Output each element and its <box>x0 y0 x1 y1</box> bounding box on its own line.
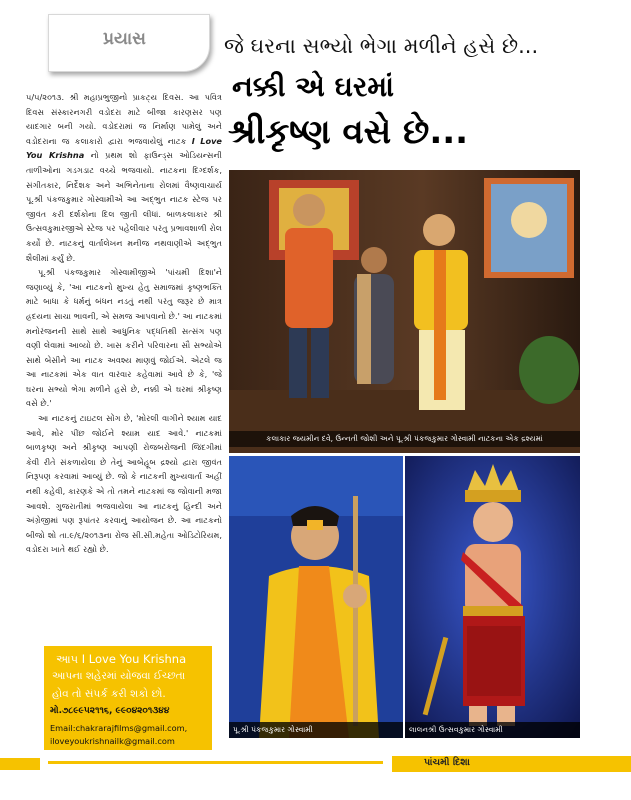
utsavkumar-caption: લાલનશ્રી ઉત્સવકુમાર ગોસ્વામી <box>405 722 580 738</box>
headline-line-1: જે ઘરના સભ્યો ભેગા મળીને હસે છે... <box>224 34 539 58</box>
section-tab <box>48 14 210 72</box>
article-paragraph-3: આ નાટકનું ટાઇટલ સોંગ છે, 'મોરલી વાગીને શ્યામ યાદ આવે, મોર પીંછ જોઈને શ્યામ યાદ આવે.' નાટકમાં બાળકૃષ્ણ અને શ્રીકૃષ્ણ આપણી રોજબરોજની જિંદગીમાં કેવી રીતે સંકળાયેલા છે તેનું આબેહૂબ દ્રશ્યો દ્વારા જીવંત નિરૂપણ કરવામાં આવ્યું છે. જો કે નાટકની મુખ્યવાર્તા અહીં નથી કહેવી, કારણકે એ તો તમને નાટકમાં જ જોવાની મજા આવશે. ગુજરાતીમાં ભજવાયેલા આ નાટકનું હિન્દી અને અંગ્રેજીમાં પણ રૂપાંતર કરવાનું આયોજન છે. આ નાટકનો બીજો શો તા.૯/૬/૨૦૧૩ના રોજ સી.સી.મહેતા ઓડિટોરિયમ, વડોદરા ખાતે થઈ રહ્યો છે. <box>26 413 222 555</box>
promo-line-1: આપ I Love You Krishna <box>56 652 187 666</box>
footer-rule <box>48 761 383 764</box>
pankajkumar-portrait-photo <box>229 456 403 738</box>
magazine-name: પાંચમી દિશા <box>424 757 470 768</box>
promo-email-2[interactable]: iloveyoukrishnailk@gmail.com <box>50 736 175 746</box>
article-paragraph-2: પૂ.શ્રી પંકજકુમાર ગોસ્વામીજીએ 'પાંચમી દિશા'ને જણાવ્યું કે, 'આ નાટકનો મુખ્ય હેતુ સમાજમાં કૃષ્ણભક્તિ માટે બાધા કે ધર્મનું બંધન નડતું નથી પરંતુ જરૂર છે માત્ર હ્રદયના સાચા ભાવની, એ સમજ આપવાનો છે.' આ નાટકમાં મનોરંજનની સાથે સાથે આધુનિક પદ્ધતિથી સત્સંગ પણ વણી લેવામાં આવ્યો છે. ખાસ કરીને પરિવારના સૌ સભ્યોએ સાથે બેસીને આ નાટક અવશ્ય માણવું જોઈએ. એટલે જ આ નાટકમાં એક વાત વારંવાર કહેવામાં આવે છે કે, 'જે ઘરના સભ્યો ભેગા મળીને હસે છે, નક્કી એ ઘરમાં શ્રીકૃષ્ણ વસે છે.' <box>26 267 222 409</box>
utsavkumar-portrait-image <box>405 456 580 738</box>
stage-scene-caption: કલાકાર જયમીન દવે, ઉન્નતી જોશી અને પૂ.શ્રી પંકજકુમાર ગોસ્વામી નાટકના એક દ્રશ્યમાં <box>229 431 580 447</box>
footer-bar-right <box>392 756 631 772</box>
article-paragraph-1: ૫/૫/૨૦૧૩. શ્રી મહાપ્રભુજીનો પ્રાકટ્ય દિવસ. આ પવિત્ર દિવસ સંસ્કારનગરી વડોદરા માટે બીજા કારણસર પણ યાદગાર બની ગયો. વડોદરામાં જ નિર્માણ પામેલું અને વડોદરાના જ કલાકારો દ્વારા ભજવાયેલું નાટક I Love You Krishna નો પ્રથમ શો ફાઉન્ડ્સ ઓડિયન્સની તાળીઓના ગડગડાટ વચ્ચે ભજવાયો. નાટકના દિગ્દર્શક, સંગીતકાર, નિર્દેશક અને અભિનેતાના રોલમાં વૈષ્ણવાચાર્ય પૂ.શ્રી પંકજકુમાર ગોસ્વામીએ આ અદ્ભુત નાટક સ્ટેજ પર જીવંત કરી દર્શકોના દિલ જીતી લીધાં. બાળકલાકાર શ્રી ઉત્સવકુમારજીએ સ્ટેજ પર પહેલીવાર પરંતુ પ્રભાવશાળી રોલ કર્યો છે. નાટકનું વાર્તાલેખન મનીજ નથવાણીએ અદ્ભુત શૈલીમાં કર્યું છે. <box>26 92 222 263</box>
promo-line-3: હોવ તો સંપર્ક કરી શકો છો. <box>52 688 166 700</box>
contact-promo-box <box>44 646 212 750</box>
promo-line-2: આપના શહેરમાં યોજવા ઈચ્છતા <box>52 670 186 682</box>
article-body <box>26 90 222 610</box>
headline-line-2: નક્કી એ ઘરમાં <box>232 70 394 103</box>
promo-email-1[interactable]: Email:chakrarajfilms@gmail.com, <box>50 723 188 733</box>
section-tab-label: પ્રયાસ <box>103 29 146 49</box>
pankajkumar-portrait-image <box>229 456 403 738</box>
stage-scene-image <box>229 170 580 453</box>
pankajkumar-caption: પૂ.શ્રી પંકજકુમાર ગોસ્વામી <box>229 722 403 738</box>
play-title: I Love You Krishna <box>26 135 222 161</box>
stage-scene-photo <box>229 170 580 453</box>
footer-bar-left <box>0 758 40 770</box>
promo-phone: મો.૭૮૯૯૫૨૧૧૬, ૯૯૦૪૨૦૧૩૪૪ <box>50 706 170 716</box>
utsavkumar-portrait-photo <box>405 456 580 738</box>
headline-line-3: શ્રીકૃષ્ણ વસે છે... <box>228 112 469 152</box>
